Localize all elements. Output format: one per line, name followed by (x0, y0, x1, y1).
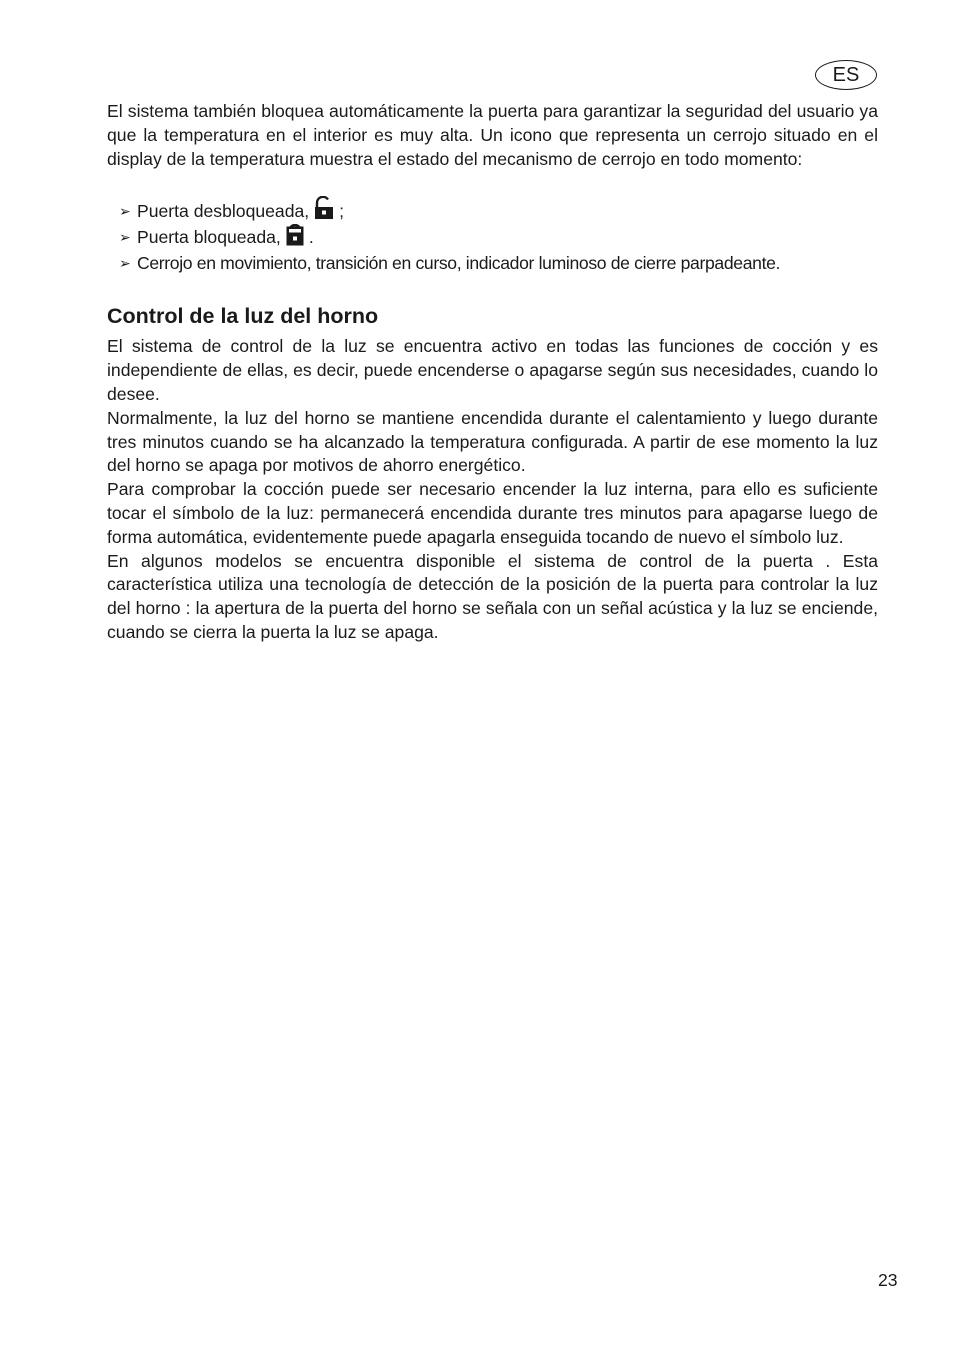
arrow-bullet-icon: ➢ (119, 255, 131, 272)
section-paragraph: Normalmente, la luz del horno se mantiene encendida durante el calentamiento y luego durante tres minutos cuando se ha alcanzado la temperatura configurada. A partir de ese momento la luz del horno se apaga por motivos de ahorro energético. (107, 407, 878, 476)
page-number: 23 (878, 1270, 898, 1290)
list-item (119, 197, 878, 223)
unlocked-padlock-icon (313, 196, 335, 220)
list-item (119, 223, 878, 249)
list-item-text: Puerta desbloqueada, (137, 201, 310, 222)
intro-paragraph: El sistema también bloquea automáticamente la puerta para garantizar la seguridad del usuario ya que la temperatura en el interior es muy alta. Un icono que representa un cerrojo situado en el display de la temperatura muestra el estado del mecanismo de cerrojo en todo momento: (107, 101, 878, 169)
list-item-text: Puerta bloqueada, (137, 227, 281, 248)
list-item-suffix: ; (339, 201, 345, 222)
page-content (107, 100, 878, 645)
list-item-suffix: . (308, 227, 314, 248)
list-item (119, 249, 878, 275)
section-paragraph: El sistema de control de la luz se encuentra activo en todas las funciones de cocción y es independiente de ellas, es decir, puede encenderse o apagarse según sus necesidades, cuando lo desee. (107, 336, 878, 404)
arrow-bullet-icon: ➢ (119, 203, 131, 220)
list-item-text: Cerrojo en movimiento, transición en curso, indicador luminoso de cierre parpadeante. (137, 253, 781, 274)
section-heading: Control de la luz del horno (107, 304, 379, 329)
section-paragraph: Para comprobar la cocción puede ser necesario encender la luz interna, para ello es suficiente tocar el símbolo de la luz: permanecerá encendida durante tres minutos para apagarse luego de forma automática, evidentemente puede apagarla enseguida tocando de nuevo el símbolo luz. (107, 479, 878, 547)
section-paragraph: En algunos modelos se encuentra disponible el sistema de control de la puerta . Esta característica utiliza una tecnología de detección de la posición de la puerta para controlar la luz del horno : la apertura de la puerta del horno se señala con un señal acústica y la luz se enciende, cuando se cierra la puerta la luz se apaga. (107, 550, 878, 642)
locked-padlock-icon (285, 224, 305, 246)
language-badge: ES (815, 60, 877, 90)
arrow-bullet-icon: ➢ (119, 229, 131, 246)
lock-state-list (119, 197, 878, 275)
